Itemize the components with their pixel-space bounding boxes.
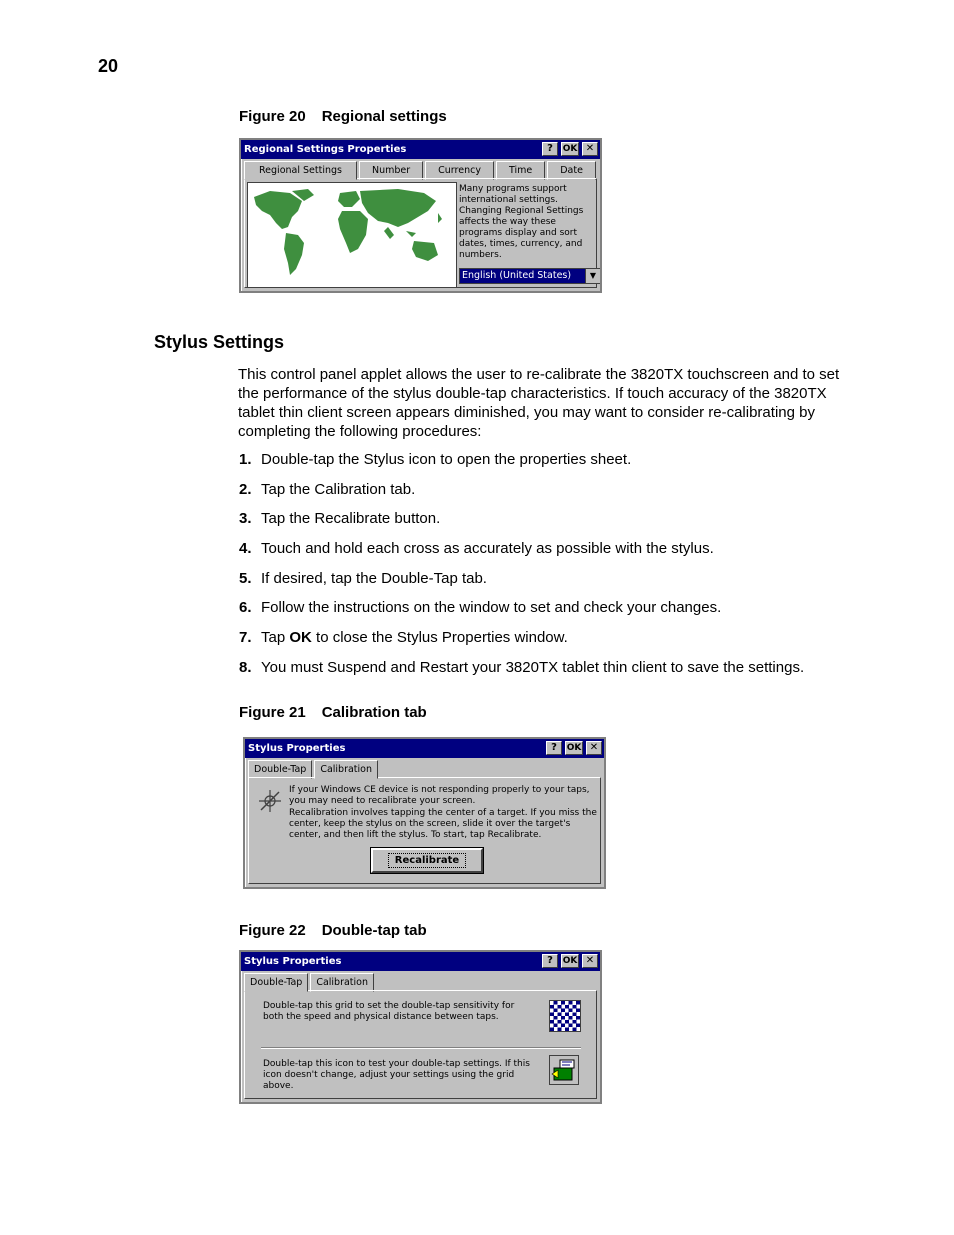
tab-calibration[interactable]: Calibration bbox=[310, 973, 374, 992]
tab-currency[interactable]: Currency bbox=[425, 161, 494, 180]
ok-button[interactable]: OK bbox=[566, 743, 582, 753]
list-item: 7. Tap OK to close the Stylus Properties window. bbox=[239, 629, 568, 647]
dialog-titlebar bbox=[241, 952, 600, 971]
page-number: 20 bbox=[98, 56, 119, 76]
list-item: 3. Tap the Recalibrate button. bbox=[239, 510, 441, 528]
close-button[interactable]: ✕ bbox=[582, 954, 598, 968]
figure-20-caption bbox=[239, 108, 447, 125]
tab-time[interactable]: Time bbox=[496, 161, 545, 180]
ok-button[interactable]: OK bbox=[562, 144, 578, 154]
tab-regional-settings[interactable]: Regional Settings bbox=[244, 161, 357, 180]
figure-label: Figure 20 bbox=[239, 108, 306, 125]
procedure-list bbox=[239, 451, 849, 689]
section-heading: Stylus Settings bbox=[154, 332, 285, 352]
close-button[interactable]: ✕ bbox=[586, 741, 602, 755]
recalibrate-button[interactable]: Recalibrate bbox=[371, 848, 483, 873]
figure-title: Calibration tab bbox=[321, 704, 427, 721]
close-button[interactable]: ✕ bbox=[582, 142, 598, 156]
jack-in-box-icon bbox=[550, 1056, 578, 1084]
figure-21-caption bbox=[239, 704, 427, 721]
tab-double-tap[interactable]: Double-Tap bbox=[248, 760, 312, 779]
help-button[interactable]: ? bbox=[542, 142, 558, 156]
double-tap-text-1: Double-tap this grid to set the double-tap sensitivity for both the speed and physical distance between taps. bbox=[263, 1001, 515, 1022]
tab-calibration[interactable]: Calibration bbox=[314, 760, 378, 779]
intro-paragraph: This control panel applet allows the user to re-calibrate the 3820TX touchscreen and to set the performance of the stylus double-tap characteristics. If touch accuracy of the 3820TX tablet thin client screen appears diminished, you may want to consider re-calibrating by completing the following procedures: bbox=[238, 366, 840, 440]
list-item: 8. You must Suspend and Restart your 3820TX tablet thin client to save the settings. bbox=[239, 658, 805, 676]
dialog-titlebar bbox=[241, 140, 600, 159]
dialog-title: Stylus Properties bbox=[248, 743, 346, 754]
stylus-calibration-dialog bbox=[243, 737, 606, 889]
double-tap-grid[interactable] bbox=[549, 1000, 581, 1032]
tab-panel bbox=[244, 990, 597, 1099]
double-tap-test-icon[interactable] bbox=[549, 1055, 579, 1085]
double-tap-text-2: Double-tap this icon to test your double-tap settings. If this icon doesn't change, adjust your settings using the grid above. bbox=[263, 1059, 530, 1091]
dialog-title: Regional Settings Properties bbox=[244, 144, 407, 155]
locale-value: English (United States) bbox=[462, 270, 572, 281]
calibration-text-2: Recalibration involves tapping the center of a target. If you miss the center, keep the stylus on the screen, slide it over the target's center, and then lift the stylus. To start, tap Recalibrate. bbox=[289, 808, 597, 840]
crosshair-target-icon bbox=[257, 788, 283, 814]
help-button[interactable]: ? bbox=[542, 954, 558, 968]
list-item: 1. Double-tap the Stylus icon to open the properties sheet. bbox=[239, 451, 632, 468]
list-item: 4. Touch and hold each cross as accurately as possible with the stylus. bbox=[239, 540, 714, 558]
regional-description: Many programs support international settings. Changing Regional Settings affects the way these programs display and sort dates, times, currency, and numbers. bbox=[459, 184, 584, 260]
world-map-icon bbox=[248, 183, 454, 285]
locale-dropdown[interactable] bbox=[459, 268, 601, 284]
tab-panel bbox=[248, 777, 601, 884]
tab-date[interactable]: Date bbox=[547, 161, 596, 180]
world-map-image bbox=[247, 182, 457, 288]
tab-panel bbox=[244, 178, 597, 288]
ok-button[interactable]: OK bbox=[562, 956, 578, 966]
figure-label: Figure 22 bbox=[239, 922, 306, 939]
dialog-title: Stylus Properties bbox=[244, 956, 342, 967]
list-item: 2. Tap the Calibration tab. bbox=[239, 480, 416, 498]
separator bbox=[261, 1047, 581, 1049]
figure-22-caption bbox=[239, 922, 427, 939]
calibration-text-1: If your Windows CE device is not responding properly to your taps, you may need to recalibrate your screen. bbox=[289, 785, 590, 806]
figure-title: Double-tap tab bbox=[321, 922, 427, 939]
list-item: 6. Follow the instructions on the window to set and check your changes. bbox=[239, 599, 722, 617]
list-item: 5. If desired, tap the Double-Tap tab. bbox=[239, 569, 487, 587]
help-button[interactable]: ? bbox=[546, 741, 562, 755]
tab-double-tap[interactable]: Double-Tap bbox=[244, 973, 308, 992]
figure-title: Regional settings bbox=[321, 108, 447, 125]
regional-settings-dialog bbox=[239, 138, 602, 293]
stylus-double-tap-dialog bbox=[239, 950, 602, 1104]
tab-number[interactable]: Number bbox=[359, 161, 423, 180]
dialog-titlebar bbox=[245, 739, 604, 758]
figure-label: Figure 21 bbox=[239, 704, 306, 721]
chevron-down-icon[interactable]: ▼ bbox=[585, 269, 600, 283]
